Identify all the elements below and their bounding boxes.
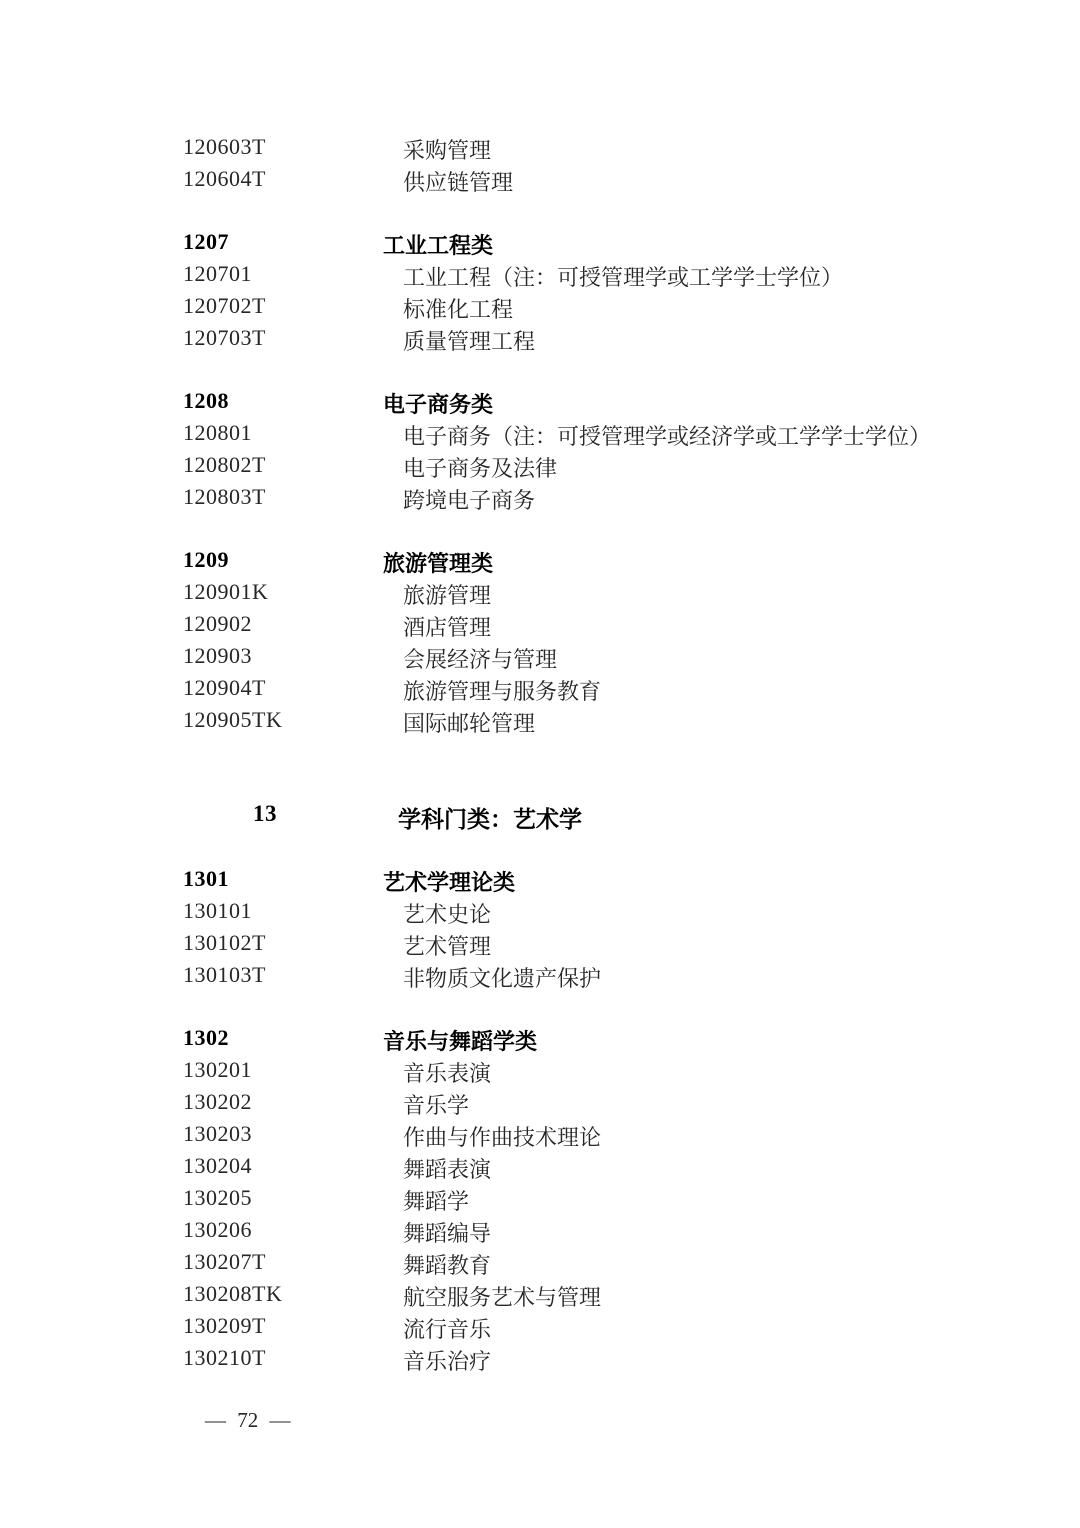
table-row <box>0 608 1080 640</box>
major-code: 120802T <box>183 452 266 477</box>
discipline-header-row <box>0 798 1080 832</box>
major-code: 130209T <box>183 1313 266 1338</box>
major-name: 非物质文化遗产保护 <box>403 966 602 991</box>
major-code: 120604T <box>183 166 266 191</box>
table-row <box>0 576 1080 608</box>
category-section <box>0 385 1080 513</box>
major-code: 130208TK <box>183 1281 283 1306</box>
major-name: 电子商务类 <box>383 392 494 417</box>
major-name: 标准化工程 <box>403 297 514 322</box>
table-row <box>0 449 1080 481</box>
table-row <box>0 258 1080 290</box>
table-row <box>0 1310 1080 1342</box>
category-header-row <box>0 385 1080 417</box>
major-name: 质量管理工程 <box>403 329 536 354</box>
major-code: 130203 <box>183 1121 252 1146</box>
table-row <box>0 704 1080 736</box>
major-name: 音乐表演 <box>403 1061 492 1086</box>
major-code: 1207 <box>183 229 229 254</box>
major-code: 120903 <box>183 643 252 668</box>
major-name: 音乐治疗 <box>403 1349 492 1374</box>
table-row <box>0 959 1080 991</box>
major-code: 120803T <box>183 484 266 509</box>
page-number: — 72 — <box>205 1408 291 1432</box>
table-row <box>0 1086 1080 1118</box>
major-code: 120905TK <box>183 707 283 732</box>
table-row <box>0 417 1080 449</box>
major-name: 采购管理 <box>403 138 492 163</box>
category-header-row <box>0 544 1080 576</box>
major-code: 120701 <box>183 261 252 286</box>
major-code: 120603T <box>183 134 266 159</box>
major-code: 130102T <box>183 930 266 955</box>
major-code: 1208 <box>183 388 229 413</box>
major-name: 艺术学理论类 <box>383 870 516 895</box>
major-code: 120702T <box>183 293 266 318</box>
discipline-section <box>0 798 1080 832</box>
table-row <box>0 640 1080 672</box>
table-row <box>0 322 1080 354</box>
table-row <box>0 1118 1080 1150</box>
major-name: 艺术史论 <box>403 902 492 927</box>
major-name: 航空服务艺术与管理 <box>403 1285 602 1310</box>
major-code: 13 <box>253 801 277 826</box>
catalog <box>0 131 1080 1374</box>
major-name: 流行音乐 <box>403 1317 492 1342</box>
major-name: 旅游管理 <box>403 583 492 608</box>
category-section <box>0 544 1080 736</box>
major-code: 130201 <box>183 1057 252 1082</box>
major-code: 120904T <box>183 675 266 700</box>
entries-section <box>0 131 1080 195</box>
major-name: 国际邮轮管理 <box>403 711 536 736</box>
table-row <box>0 1054 1080 1086</box>
major-code: 130206 <box>183 1217 252 1242</box>
table-row <box>0 1246 1080 1278</box>
category-section <box>0 1022 1080 1374</box>
major-name: 供应链管理 <box>403 170 514 195</box>
major-name: 舞蹈表演 <box>403 1157 492 1182</box>
major-name: 舞蹈教育 <box>403 1253 492 1278</box>
table-row <box>0 163 1080 195</box>
major-code: 130205 <box>183 1185 252 1210</box>
major-name: 艺术管理 <box>403 934 492 959</box>
page-footer <box>205 1408 291 1433</box>
major-name: 舞蹈编导 <box>403 1221 492 1246</box>
major-name: 会展经济与管理 <box>403 647 558 672</box>
major-code: 130202 <box>183 1089 252 1114</box>
table-row <box>0 672 1080 704</box>
major-code: 1301 <box>183 866 229 891</box>
category-header-row <box>0 226 1080 258</box>
major-name: 学科门类：艺术学 <box>398 807 582 832</box>
major-name: 音乐与舞蹈学类 <box>383 1029 538 1054</box>
category-header-row <box>0 863 1080 895</box>
major-name: 作曲与作曲技术理论 <box>403 1125 602 1150</box>
table-row <box>0 290 1080 322</box>
major-name: 电子商务（注：可授管理学或经济学或工学学士学位） <box>403 424 932 449</box>
major-name: 旅游管理与服务教育 <box>403 679 602 704</box>
major-name: 音乐学 <box>403 1093 470 1118</box>
table-row <box>0 927 1080 959</box>
category-header-row <box>0 1022 1080 1054</box>
major-name: 工业工程（注：可授管理学或工学学士学位） <box>403 265 844 290</box>
table-row <box>0 1150 1080 1182</box>
category-section <box>0 863 1080 991</box>
table-row <box>0 1278 1080 1310</box>
major-name: 酒店管理 <box>403 615 492 640</box>
major-name: 电子商务及法律 <box>403 456 558 481</box>
major-code: 120801 <box>183 420 252 445</box>
major-code: 1209 <box>183 547 229 572</box>
major-code: 120703T <box>183 325 266 350</box>
table-row <box>0 1214 1080 1246</box>
major-name: 工业工程类 <box>383 233 494 258</box>
table-row <box>0 131 1080 163</box>
major-code: 130210T <box>183 1345 266 1370</box>
major-code: 130103T <box>183 962 266 987</box>
major-name: 跨境电子商务 <box>403 488 536 513</box>
category-section <box>0 226 1080 354</box>
major-code: 130204 <box>183 1153 252 1178</box>
major-code: 130101 <box>183 898 252 923</box>
major-code: 120901K <box>183 579 269 604</box>
major-code: 120902 <box>183 611 252 636</box>
major-code: 1302 <box>183 1025 229 1050</box>
major-name: 舞蹈学 <box>403 1189 470 1214</box>
table-row <box>0 481 1080 513</box>
table-row <box>0 1342 1080 1374</box>
table-row <box>0 1182 1080 1214</box>
major-name: 旅游管理类 <box>383 551 494 576</box>
major-code: 130207T <box>183 1249 266 1274</box>
table-row <box>0 895 1080 927</box>
